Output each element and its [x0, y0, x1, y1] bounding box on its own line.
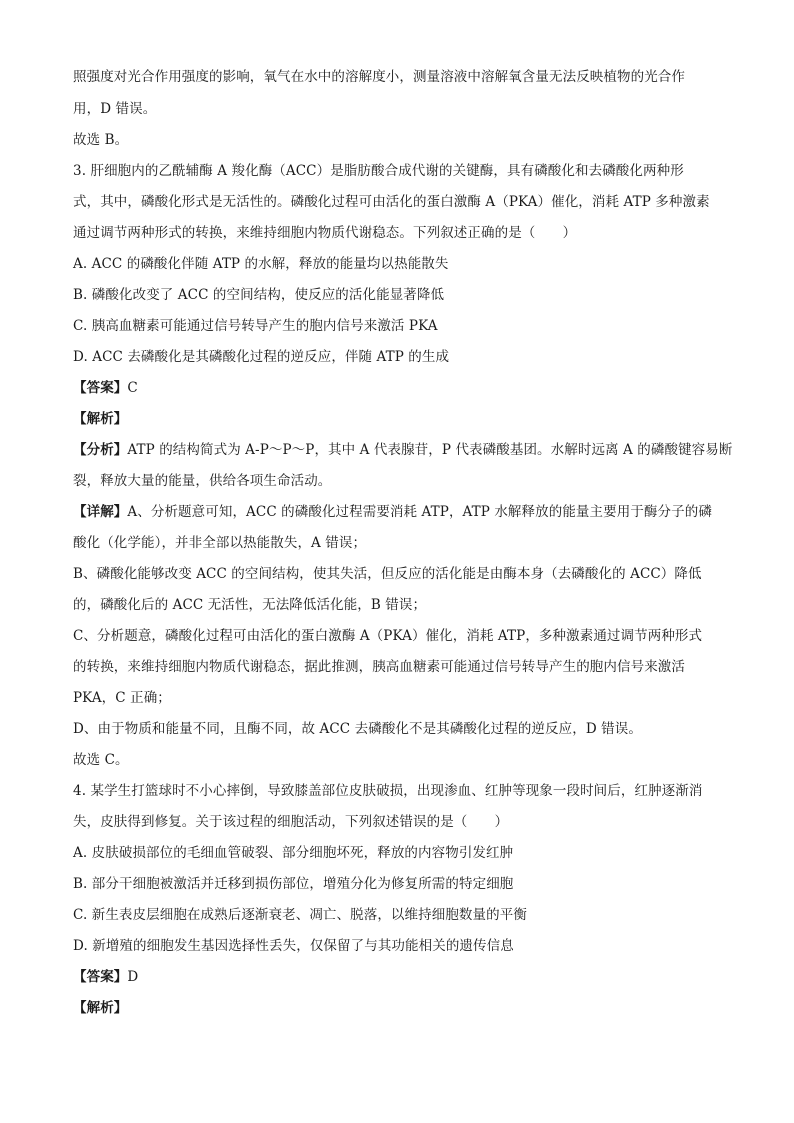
- q3-fenxi-line-1: 【分析】ATP 的结构简式为 A-P～P～P，其中 A 代表腺苷，P 代表磷酸基团。水解时远离 A 的磷酸键容易断: [73, 442, 733, 458]
- q3-xiangjie-line-1: 【详解】A、分析题意可知，ACC 的磷酸化过程需要消耗 ATP，ATP 水解释放的能量主要用于酶分子的磷: [73, 504, 712, 520]
- q3-option-b: B. 磷酸化改变了 ACC 的空间结构，使反应的活化能显著降低: [73, 287, 445, 303]
- q4-option-a: A. 皮肤破损部位的毛细血管破裂、部分细胞坏死，释放的内容物引发红肿: [73, 845, 514, 861]
- q2-text-line-2: 用，D 错误。: [73, 101, 157, 117]
- q2-text-line-1: 照强度对光合作用强度的影响，氧气在水中的溶解度小，测量溶液中溶解氧含量无法反映植物的光合作: [73, 69, 685, 85]
- q3-stem-line-3: 通过调节两种形式的转换，来维持细胞内物质代谢稳态。下列叙述正确的是（ ）: [73, 225, 577, 241]
- q3-option-c: C. 胰高血糖素可能通过信号转导产生的胞内信号来激活 PKA: [73, 318, 438, 334]
- q3-stem-line-1: 3. 肝细胞内的乙酰辅酶 A 羧化酶（ACC）是脂肪酸合成代谢的关键酶，具有磷酸化和去磷酸化两种形: [73, 163, 684, 179]
- q4-option-b: B. 部分干细胞被激活并迁移到损伤部位，增殖分化为修复所需的特定细胞: [73, 876, 514, 892]
- q4-stem-line-1: 4. 某学生打篮球时不小心摔倒，导致膝盖部位皮肤破损，出现渗血、红肿等现象一段时间后，红肿逐渐消: [73, 783, 703, 799]
- q3-stem-line-2: 式，其中，磷酸化形式是无活性的。磷酸化过程可由活化的蛋白激酶 A（PKA）催化，消耗 ATP 多种激素: [73, 194, 710, 210]
- answer-value: D: [127, 969, 139, 985]
- q3-conclusion: 故选 C。: [73, 752, 129, 768]
- xiangjie-tag: 【详解】: [73, 504, 128, 520]
- answer-tag: 【答案】: [73, 380, 128, 396]
- q4-option-c: C. 新生表皮层细胞在成熟后逐渐衰老、凋亡、脱落，以维持细胞数量的平衡: [73, 907, 527, 923]
- q3-answer: [73, 379, 733, 397]
- analysis-tag: 【解析】: [73, 411, 128, 427]
- q3-xiangjie-line-8: D、由于物质和能量不同，且酶不同，故 ACC 去磷酸化不是其磷酸化过程的逆反应，D 错误。: [73, 721, 642, 737]
- q4-analysis-heading: [73, 999, 733, 1017]
- q3-xiangjie-line-3: B、磷酸化能够改变 ACC 的空间结构，使其失活，但反应的活化能是由酶本身（去磷酸化的 ACC）降低: [73, 566, 702, 582]
- q3-fenxi-line-2: 裂，释放大量的能量，供给各项生命活动。: [73, 473, 332, 489]
- q4-option-d: D. 新增殖的细胞发生基因选择性丢失，仅保留了与其功能相关的遗传信息: [73, 938, 514, 954]
- q3-option-a: A. ACC 的磷酸化伴随 ATP 的水解，释放的能量均以热能散失: [73, 256, 449, 272]
- q2-conclusion: 故选 B。: [73, 132, 129, 148]
- q3-xiangjie-line-2: 酸化（化学能），并非全部以热能散失，A 错误；: [73, 535, 367, 551]
- fenxi-tag: 【分析】: [73, 442, 128, 458]
- q3-xiangjie-line-6: 的转换，来维持细胞内物质代谢稳态，据此推测，胰高血糖素可能通过信号转导产生的胞内信号来激活: [73, 659, 685, 675]
- q3-xiangjie-line-5: C、分析题意，磷酸化过程可由活化的蛋白激酶 A（PKA）催化，消耗 ATP，多种激素通过调节两种形式: [73, 628, 703, 644]
- q3-xiangjie-line-4: 的，磷酸化后的 ACC 无活性，无法降低活化能，B 错误；: [73, 597, 427, 613]
- q3-analysis-heading: [73, 410, 733, 428]
- analysis-tag: 【解析】: [73, 1000, 128, 1016]
- q4-stem-line-2: 失，皮肤得到修复。关于该过程的细胞活动，下列叙述错误的是（ ）: [73, 814, 509, 830]
- q3-option-d: D. ACC 去磷酸化是其磷酸化过程的逆反应，伴随 ATP 的生成: [73, 349, 450, 365]
- q4-answer: [73, 968, 733, 986]
- answer-tag: 【答案】: [73, 969, 128, 985]
- q3-xiangjie-line-7: PKA，C 正确；: [73, 690, 171, 706]
- answer-value: C: [127, 380, 138, 396]
